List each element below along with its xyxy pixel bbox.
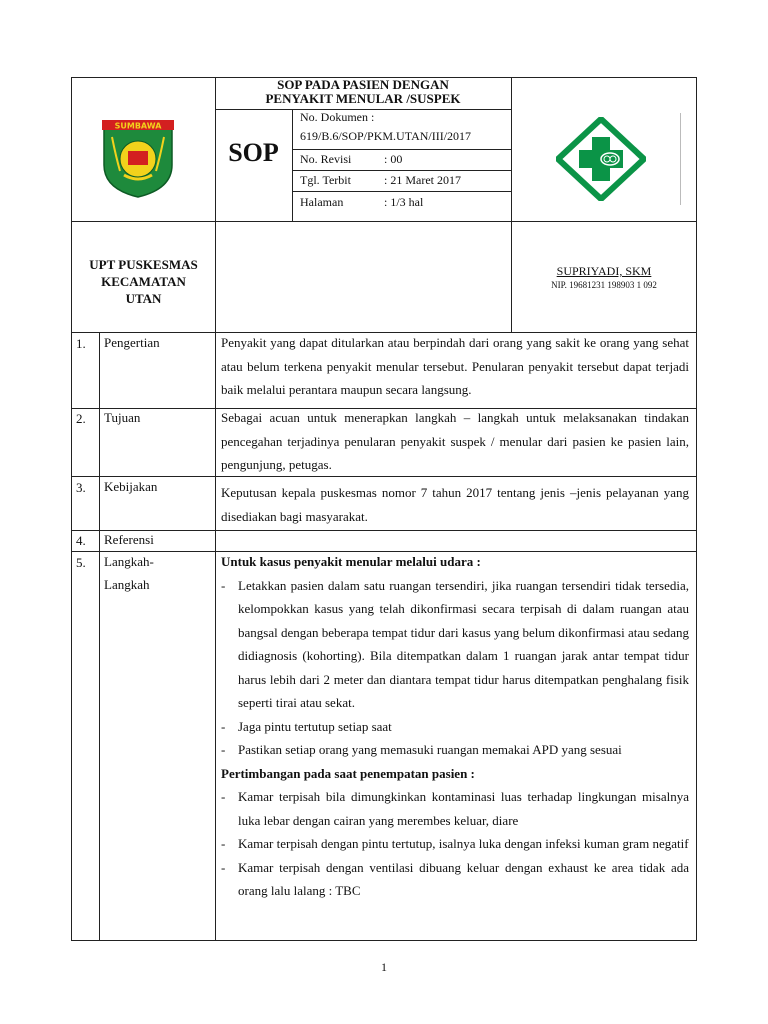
section-tujuan-text bbox=[221, 406, 689, 477]
divider bbox=[71, 530, 697, 531]
subheading: Untuk kasus penyakit menular melalui udara : bbox=[221, 554, 481, 569]
divider bbox=[292, 191, 511, 192]
row-number: 1. bbox=[76, 336, 86, 351]
label-line: Langkah- bbox=[104, 554, 154, 569]
row-number: 5. bbox=[76, 555, 86, 570]
doc-no-label: No. Dokumen : bbox=[300, 110, 375, 124]
row-label: Referensi bbox=[104, 532, 154, 547]
page-number: 1 bbox=[381, 960, 387, 974]
emblem-text: SUMBAWA bbox=[114, 121, 162, 131]
divider bbox=[292, 109, 293, 221]
issued-label: Tgl. Terbit bbox=[300, 173, 351, 187]
title-line-1: SOP PADA PASIEN DENGAN bbox=[277, 77, 449, 92]
title-line-2: PENYAKIT MENULAR /SUSPEK bbox=[265, 91, 461, 106]
divider bbox=[215, 77, 216, 333]
paragraph: Penyakit yang dapat ditularkan atau berpindah dari orang yang sakit ke orang yang sehat atau belum terkena penyakit menular tersebut. Penularan penyakit tersebut dapat terjadi baik melalui perantara maupun secara langsung. bbox=[221, 335, 689, 397]
issued-value: : 21 Maret 2017 bbox=[384, 173, 461, 187]
subheading: Pertimbangan pada saat penempatan pasien : bbox=[221, 765, 475, 781]
row-label: Pengertian bbox=[104, 335, 160, 350]
paragraph: Keputusan kepala puskesmas nomor 7 tahun 2017 tentang jenis –jenis pelayanan yang disediakan bagi masyarakat. bbox=[221, 485, 689, 524]
list-item-text: Jaga pintu tertutup setiap saat bbox=[238, 718, 392, 734]
puskesmas-logo bbox=[556, 117, 646, 201]
signer-name: SUPRIYADI, SKM bbox=[556, 264, 652, 278]
divider bbox=[215, 333, 216, 941]
paragraph: Sebagai acuan untuk menerapkan langkah – langkah untuk melaksanakan tindakan pencegahan terjadinya penularan penyakit suspek / menular dari pasien ke pasien lain, pengunjung, petugas. bbox=[221, 410, 689, 472]
page-value: : 1/3 hal bbox=[384, 195, 424, 209]
list-item: - Letakkan pasien dalam satu ruangan tersendiri, jika ruangan tersendiri tidak tersedia, kelompokkan kasus yang telah dikonfirmasi secara terpisah di dalam ruangan atau bangsal dengan beberapa tempat tidur dari kasus yang belum dikonfirmasi atau sedang didiagnosis (kohorting). Bila ditempatkan dalam 1 ruangan jarak antar tempat tidur harus lebih dari 2 meter dan diantara tempat tidur harus ditempatkan penghalang fisik seperti tirai atau sekat. bbox=[221, 577, 689, 710]
list-item: - Kamar terpisah dengan pintu tertutup, isalnya luka dengan infeksi kuman gram negatif bbox=[221, 836, 689, 851]
list-item: - Jaga pintu tertutup setiap saat bbox=[221, 718, 392, 734]
divider bbox=[292, 170, 511, 171]
revision-value: : 00 bbox=[384, 152, 403, 166]
section-langkah-text bbox=[221, 550, 689, 903]
list-item: - Kamar terpisah dengan ventilasi dibuang keluar dengan exhaust ke area tidak ada orang lalu lalang : TBC bbox=[221, 859, 689, 898]
divider bbox=[511, 77, 512, 333]
section-kebijakan-text bbox=[221, 481, 689, 528]
list-item-text: Pastikan setiap orang yang memasuki ruangan memakai APD yang sesuai bbox=[238, 742, 622, 757]
doc-no-value: 619/B.6/SOP/PKM.UTAN/III/2017 bbox=[300, 129, 472, 143]
organization-name bbox=[72, 256, 215, 307]
document-title bbox=[215, 78, 511, 106]
divider bbox=[99, 333, 100, 941]
list-item-text: Kamar terpisah dengan ventilasi dibuang keluar dengan exhaust ke area tidak ada orang lalu lalang : TBC bbox=[238, 859, 689, 898]
row-number: 3. bbox=[76, 480, 86, 495]
list-item-text: Kamar terpisah bila dimungkinkan kontaminasi luas terhadap lingkungan misalnya luka lebar dengan cairan yang merembes keluar, diare bbox=[238, 789, 689, 828]
divider bbox=[680, 113, 681, 205]
divider bbox=[292, 149, 511, 150]
sop-label: SOP bbox=[228, 138, 279, 167]
label-line: Langkah bbox=[104, 577, 150, 592]
regency-emblem-logo bbox=[98, 117, 178, 199]
list-item-text: Kamar terpisah dengan pintu tertutup, isalnya luka dengan infeksi kuman gram negatif bbox=[238, 836, 689, 851]
list-item: - Pastikan setiap orang yang memasuki ruangan memakai APD yang sesuai bbox=[221, 742, 622, 757]
list-item-text: Letakkan pasien dalam satu ruangan tersendiri, jika ruangan tersendiri tidak tersedia, kelompokkan kasus yang telah dikonfirmasi secara terpisah di dalam ruangan atau bangsal dengan beberapa tempat tidur dari kasus yang belum dikonfirmasi atau sedang didiagnosis (kohorting). Bila ditempatkan dalam 1 ruangan jarak antar tempat tidur harus lebih dari 2 meter dan diantara tempat tidur harus ditempatkan penghalang fisik seperti tirai atau sekat. bbox=[238, 577, 689, 710]
org-line-3: UTAN bbox=[125, 291, 162, 306]
row-label bbox=[104, 550, 154, 596]
org-line-1: UPT PUSKESMAS bbox=[89, 257, 198, 272]
signer-nip: NIP. 19681231 198903 1 092 bbox=[551, 280, 657, 290]
section-pengertian-text bbox=[221, 331, 689, 402]
page-label: Halaman bbox=[300, 195, 344, 209]
divider bbox=[71, 221, 697, 222]
org-line-2: KECAMATAN bbox=[101, 274, 186, 289]
row-label: Tujuan bbox=[104, 410, 141, 425]
row-label: Kebijakan bbox=[104, 479, 158, 494]
list-item: - Kamar terpisah bila dimungkinkan kontaminasi luas terhadap lingkungan misalnya luka lebar dengan cairan yang merembes keluar, diare bbox=[221, 789, 689, 828]
row-number: 2. bbox=[76, 411, 86, 426]
signer-block bbox=[512, 264, 696, 290]
revision-label: No. Revisi bbox=[300, 152, 352, 166]
row-number: 4. bbox=[76, 533, 86, 548]
